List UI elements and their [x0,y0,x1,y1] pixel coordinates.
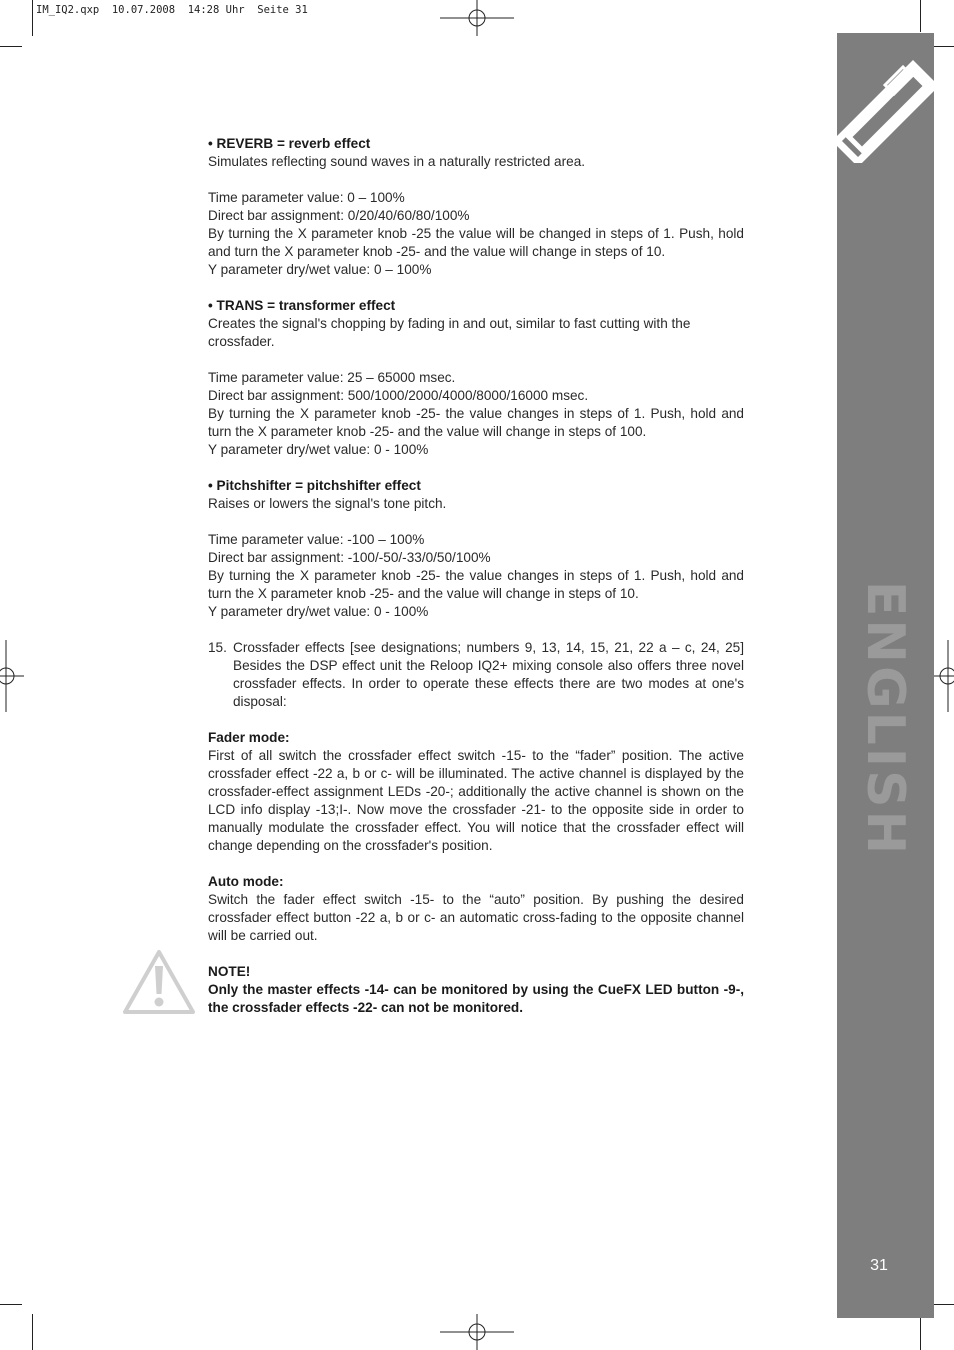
registration-mark-bottom [440,1314,514,1350]
crop-mark [934,1304,954,1305]
pitch-y-parameter: Y parameter dry/wet value: 0 - 100% [208,604,429,619]
fader-mode-text: First of all switch the crossfader effect switch -15- to the “fader” position. The active crossfader effect -22 a, b or c- will be illuminated. The active channel is displayed by the crossfader-effect assignment LEDs -20-; additionally the active channel is shown on the LCD info display -13;I-. Now move the crossfader -21- to the opposite side in order to manually modulate the crossfader effect. You will notice that the crossfader effect will change depending on the crossfader's position. [208,748,744,853]
auto-mode-text: Switch the fader effect switch -15- to the “auto” position. By pushing the desired crossfader effect button -22 a, b or c- an automatic cross-fading to the opposite channel will be carried out. [208,892,744,943]
trans-time-parameter: Time parameter value: 25 – 65000 msec. [208,370,456,385]
reverb-time-parameter: Time parameter value: 0 – 100% [208,190,405,205]
trans-bar-assignment: Direct bar assignment: 500/1000/2000/4000/8000/16000 msec. [208,388,589,403]
reverb-bar-assignment: Direct bar assignment: 0/20/40/60/80/100% [208,208,470,223]
item-text: Crossfader effects [see designations; numbers 9, 13, 14, 15, 21, 22 a – c, 24, 25] Besides the DSP effect unit the Reloop IQ2+ mixing console also offers three novel crossfader effects. In order to operate these effects there are two modes at one's disposal: [233,640,744,709]
trans-knob-text: By turning the X parameter knob -25- the value changes in steps of 1. Push, hold and turn the X parameter knob -25- and the value will change in steps of 100. [208,406,744,439]
pitch-description: Raises or lowers the signal's tone pitch. [208,496,447,511]
auto-mode-heading: Auto mode: [208,874,284,889]
reverb-y-parameter: Y parameter dry/wet value: 0 – 100% [208,262,432,277]
print-slug: IM_IQ2.qxp 10.07.2008 14:28 Uhr Seite 31 [36,4,308,16]
page-number: 31 [870,1257,888,1274]
registration-mark-right [934,640,954,712]
pitch-time-parameter: Time parameter value: -100 – 100% [208,532,425,547]
main-text [208,135,744,1017]
crop-mark [0,46,22,47]
language-label: ENGLISH [855,580,915,858]
numbered-item-15 [208,639,744,711]
crop-mark [934,46,954,47]
crop-mark [32,1314,33,1350]
note-text: Only the master effects -14- can be monitored by using the CueFX LED button -9-, the crossfader effects -22- can not be monitored. [208,982,744,1015]
registration-mark-left [0,640,24,712]
trans-heading: • TRANS = transformer effect [208,298,396,313]
reverb-knob-text: By turning the X parameter knob -25 the value will be changed in steps of 1. Push, hold and turn the X parameter knob -25- and the value will change in steps of 10. [208,226,744,259]
crop-mark [0,1304,22,1305]
registration-mark-top [440,0,514,36]
item-number: 15. [208,640,227,655]
pitch-knob-text: By turning the X parameter knob -25- the value changes in steps of 1. Push, hold and turn the X parameter knob -25- and the value will change in steps of 10. [208,568,744,601]
note-heading: NOTE! [208,964,251,979]
warning-triangle-icon [122,948,196,1016]
crop-mark [920,0,921,32]
trans-y-parameter: Y parameter dry/wet value: 0 - 100% [208,442,429,457]
reverb-description: Simulates reflecting sound waves in a naturally restricted area. [208,154,586,169]
crop-mark [920,1318,921,1350]
crop-mark [32,0,33,36]
reverb-heading: • REVERB = reverb effect [208,136,371,151]
language-sidebar [837,33,934,1318]
fader-mode-heading: Fader mode: [208,730,290,745]
pitch-bar-assignment: Direct bar assignment: -100/-50/-33/0/50/100% [208,550,491,565]
pitch-heading: • Pitchshifter = pitchshifter effect [208,478,421,493]
brand-logo-icon [837,33,934,163]
trans-description: Creates the signal's chopping by fading in and out, similar to fast cutting with the crossfader. [208,316,691,349]
